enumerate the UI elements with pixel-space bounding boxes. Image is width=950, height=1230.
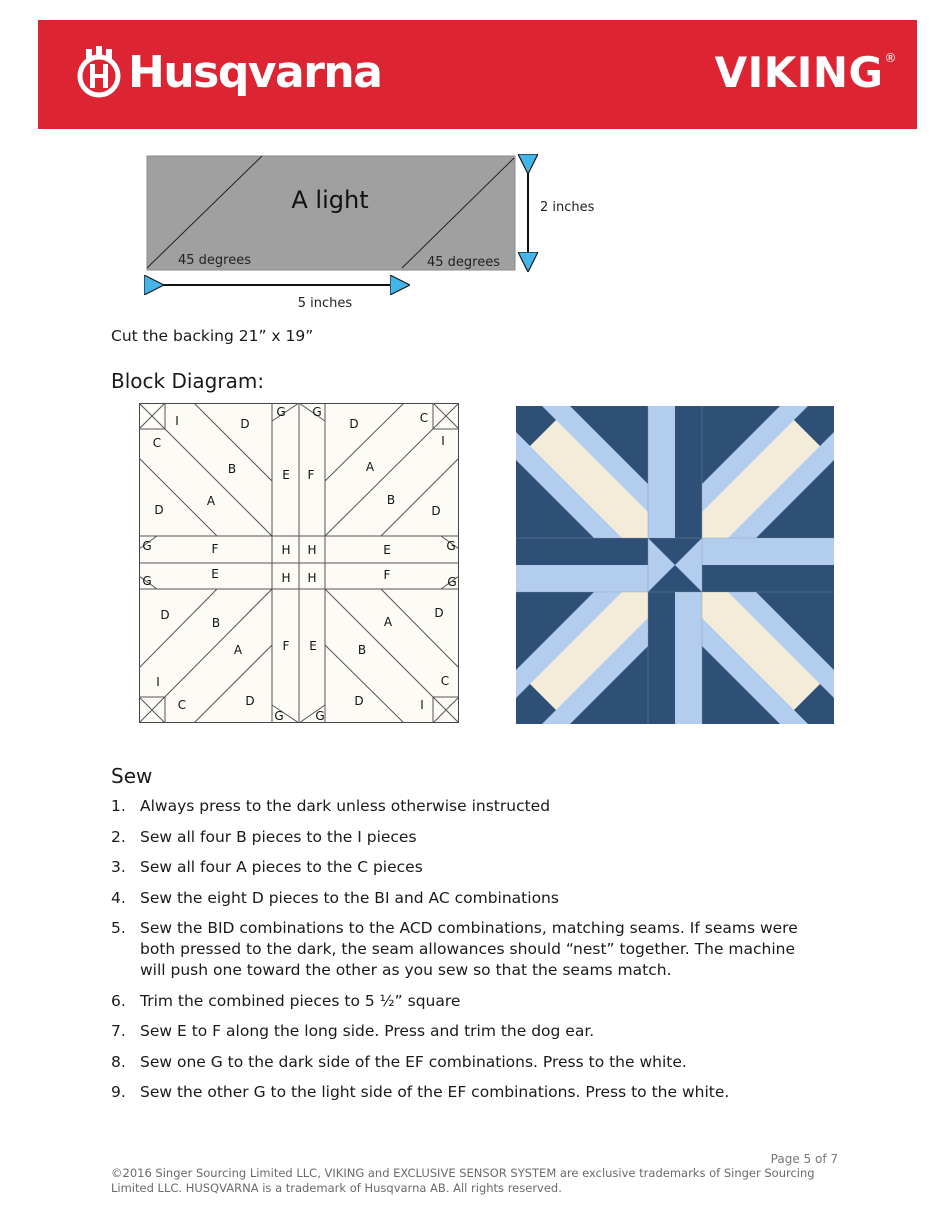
fabric-block-diagram: [516, 406, 834, 724]
cut-backing-text: Cut the backing 21” x 19”: [111, 327, 314, 345]
sew-steps-list: [111, 796, 811, 1113]
label-I: I: [175, 414, 179, 428]
label-G: G: [142, 574, 152, 588]
dark-strip: [702, 565, 834, 592]
label-G: G: [142, 539, 152, 553]
label-C: C: [152, 436, 162, 450]
sew-step: 5. Sew the BID combinations to the ACD combinations, matching seams. If seams were both pressed to the dark, the seam allowances should “nest” together. The machine will push one toward the other as you sew so that the seams match.: [111, 919, 798, 979]
sew-step: 3. Sew all four A pieces to the C pieces: [111, 858, 423, 876]
label-G: G: [274, 709, 284, 723]
dark-strip: [648, 592, 675, 724]
light-strip: [516, 565, 648, 592]
cutting-diagram: [140, 150, 620, 315]
brand-left-text: Husqvarna: [128, 47, 382, 98]
sew-step: 2. Sew all four B pieces to the I pieces: [111, 827, 417, 846]
label-H: H: [307, 571, 317, 585]
label-G: G: [312, 405, 322, 419]
label-G: G: [446, 539, 456, 553]
label-B: B: [386, 493, 396, 507]
label-E: E: [309, 639, 317, 653]
sew-title: Sew: [111, 764, 153, 788]
dark-strip: [675, 406, 702, 538]
label-A: A: [365, 460, 375, 474]
sew-step: 6. Trim the combined pieces to 5 ½” square: [111, 991, 461, 1010]
label-B: B: [227, 462, 237, 476]
label-B: B: [211, 616, 221, 630]
label-D: D: [349, 417, 359, 431]
label-D: D: [240, 417, 250, 431]
label-C: C: [419, 411, 429, 425]
sew-step: 1. Always press to the dark unless otherwise instructed: [111, 797, 551, 815]
label-E: E: [383, 543, 391, 557]
height-label: 2 inches: [540, 200, 595, 215]
light-strip: [648, 406, 675, 538]
piece-label: A light: [291, 186, 369, 214]
label-A: A: [206, 494, 216, 508]
label-D: D: [354, 694, 364, 708]
label-D: D: [160, 608, 170, 622]
light-strip: [702, 538, 834, 565]
label-B: B: [357, 643, 367, 657]
sew-step: 7. Sew E to F along the long side. Press and trim the dog ear.: [111, 1022, 595, 1040]
registered-mark: ®: [884, 51, 897, 65]
label-E: E: [282, 468, 290, 482]
legal-notice: ©2016 Singer Sourcing Limited LLC, VIKING and EXCLUSIVE SENSOR SYSTEM are exclusive trademarks of Singer Sourcing Limited LLC. HUSQVARNA is a trademark of Husqvarna AB. All rights reserved.: [111, 1166, 815, 1195]
sew-step: 4. Sew the eight D pieces to the BI and AC combinations: [111, 888, 559, 907]
dark-strip: [516, 538, 648, 565]
labeled-block-diagram: [139, 403, 459, 723]
angle-label-left: 45 degrees: [178, 253, 252, 268]
label-A: A: [233, 643, 243, 657]
label-A: A: [383, 615, 393, 629]
label-I: I: [441, 434, 445, 448]
label-G: G: [447, 575, 457, 589]
label-G: G: [276, 405, 286, 419]
brand-right-text: VIKING: [714, 48, 884, 97]
label-C: C: [177, 698, 187, 712]
label-D: D: [434, 606, 444, 620]
label-C: C: [440, 674, 450, 688]
label-G: G: [315, 709, 325, 723]
label-E: E: [211, 567, 219, 581]
label-F: F: [307, 468, 315, 482]
husqvarna-crown-icon: [76, 46, 122, 100]
block-diagram-title: Block Diagram:: [111, 369, 265, 393]
label-H: H: [281, 571, 291, 585]
label-I: I: [156, 675, 160, 689]
label-F: F: [211, 542, 219, 556]
light-strip: [675, 592, 702, 724]
label-F: F: [282, 639, 290, 653]
viking-logo: [714, 48, 897, 97]
label-D: D: [431, 504, 441, 518]
sew-step: 8. Sew one G to the dark side of the EF combinations. Press to the white.: [111, 1052, 687, 1071]
brand-header: [38, 20, 917, 129]
label-I: I: [420, 698, 424, 712]
sew-step: 9. Sew the other G to the light side of the EF combinations. Press to the white.: [111, 1083, 730, 1101]
husqvarna-logo: [76, 46, 381, 100]
label-H: H: [307, 543, 317, 557]
label-H: H: [281, 543, 291, 557]
label-D: D: [245, 694, 255, 708]
width-label: 5 inches: [297, 296, 353, 311]
page-number: Page 5 of 7: [770, 1152, 838, 1166]
label-F: F: [383, 568, 391, 582]
angle-label-right: 45 degrees: [427, 255, 501, 270]
label-D: D: [154, 503, 164, 517]
